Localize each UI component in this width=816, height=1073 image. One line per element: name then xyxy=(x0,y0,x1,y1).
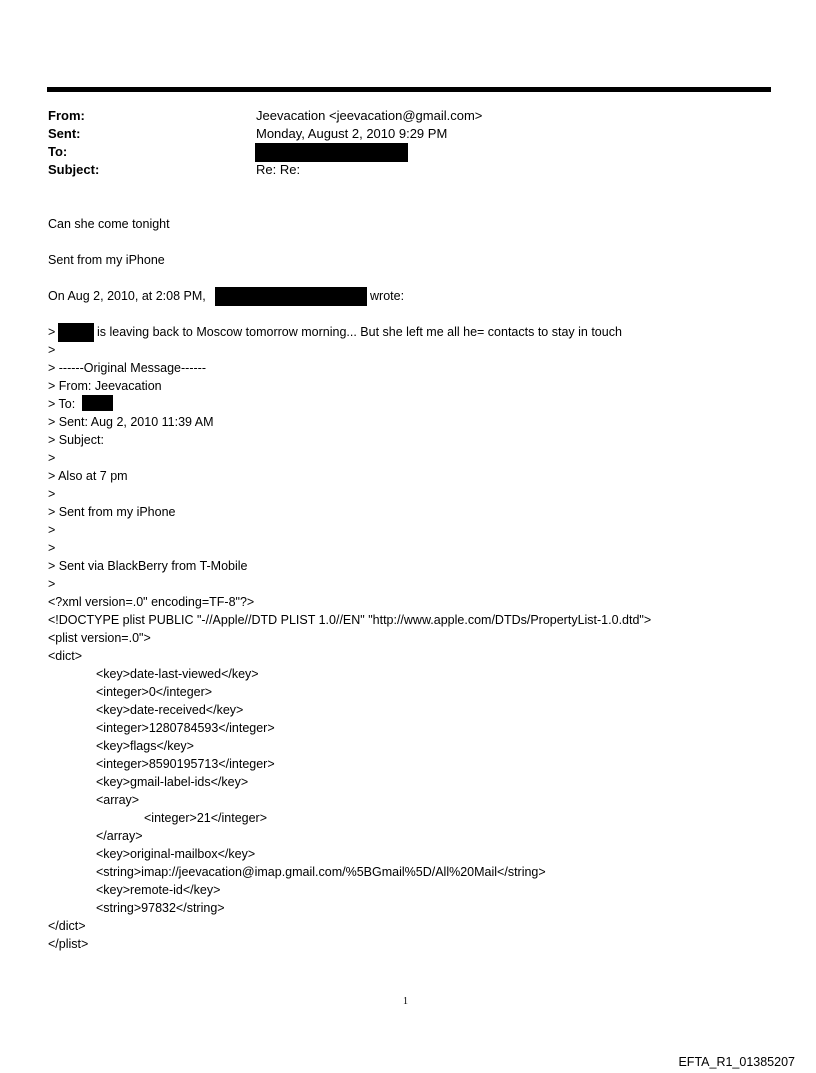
dict-close: </dict> xyxy=(48,919,86,933)
on-date-suffix: wrote: xyxy=(370,289,405,303)
quote-to-redaction xyxy=(82,395,113,411)
to-redaction xyxy=(255,143,408,162)
plist-open: <plist version=.0"> xyxy=(48,631,151,645)
quote-blackberry: > Sent via BlackBerry from T-Mobile xyxy=(48,559,248,573)
plist-key-remote-id: <key>remote-id</key> xyxy=(96,883,221,897)
subject-value: Re: Re: xyxy=(256,162,301,177)
plist-key-date-received: <key>date-received</key> xyxy=(96,703,244,717)
plist-array-open: <array> xyxy=(96,793,140,807)
quote-also-at-7pm: > Also at 7 pm xyxy=(48,469,128,483)
name-redaction xyxy=(58,323,94,342)
subject-label: Subject: xyxy=(48,162,100,177)
plist-value-remote-id: <string>97832</string> xyxy=(96,901,225,915)
quote-blank-line: > xyxy=(48,541,56,555)
bates-number: EFTA_R1_01385207 xyxy=(678,1055,795,1069)
quote-original-message: > ------Original Message------ xyxy=(48,361,206,375)
quote-blank-line: > xyxy=(48,577,56,591)
from-value: Jeevacation <jeevacation@gmail.com> xyxy=(256,108,483,123)
page-number: 1 xyxy=(403,996,408,1007)
plist-key-gmail-label-ids: <key>gmail-label-ids</key> xyxy=(96,775,249,789)
quote-blank-line: > xyxy=(48,523,56,537)
quote-blank-line: > xyxy=(48,487,56,501)
quote-blank-line: > xyxy=(48,451,56,465)
from-label: From: xyxy=(48,108,85,123)
plist-value-date-last-viewed: <integer>0</integer> xyxy=(96,685,213,699)
on-date-prefix: On Aug 2, 2010, at 2:08 PM, xyxy=(48,289,206,303)
plist-value-date-received: <integer>1280784593</integer> xyxy=(96,721,275,735)
plist-key-flags: <key>flags</key> xyxy=(96,739,194,753)
plist-key-date-last-viewed: <key>date-last-viewed</key> xyxy=(96,667,259,681)
quote-sent-from-iphone: > Sent from my iPhone xyxy=(48,505,176,519)
body-line-can-she-come: Can she come tonight xyxy=(48,217,170,231)
sent-value: Monday, August 2, 2010 9:29 PM xyxy=(256,126,448,141)
plist-value-original-mailbox: <string>imap://jeevacation@imap.gmail.com/%5BGmail%5D/All%20Mail</string> xyxy=(96,865,546,879)
body-line-sent-from-iphone: Sent from my iPhone xyxy=(48,253,165,267)
quote-from: > From: Jeevacation xyxy=(48,379,162,393)
sent-label: Sent: xyxy=(48,126,81,141)
plist-close: </plist> xyxy=(48,937,89,951)
quote-subject: > Subject: xyxy=(48,433,104,447)
plist-array-item: <integer>21</integer> xyxy=(144,811,268,825)
to-label: To: xyxy=(48,144,68,159)
plist-value-flags: <integer>8590195713</integer> xyxy=(96,757,275,771)
header-rule xyxy=(47,87,771,92)
plist-array-close: </array> xyxy=(96,829,143,843)
plist-xml-decl: <?xml version=.0" encoding=TF-8"?> xyxy=(48,595,255,609)
quote-marker: > xyxy=(48,325,56,339)
plist-key-original-mailbox: <key>original-mailbox</key> xyxy=(96,847,256,861)
sender-redaction xyxy=(215,287,367,306)
plist-doctype: <!DOCTYPE plist PUBLIC "-//Apple//DTD PLIST 1.0//EN" "http://www.apple.com/DTDs/PropertyList-1.0.dtd"> xyxy=(48,613,652,627)
quote-first-text: is leaving back to Moscow tomorrow morning... But she left me all he= contacts to stay in touch xyxy=(97,325,622,339)
quote-to: > To: xyxy=(48,397,76,411)
dict-open: <dict> xyxy=(48,649,83,663)
quote-blank-line: > xyxy=(48,343,56,357)
quote-sent: > Sent: Aug 2, 2010 11:39 AM xyxy=(48,415,214,429)
